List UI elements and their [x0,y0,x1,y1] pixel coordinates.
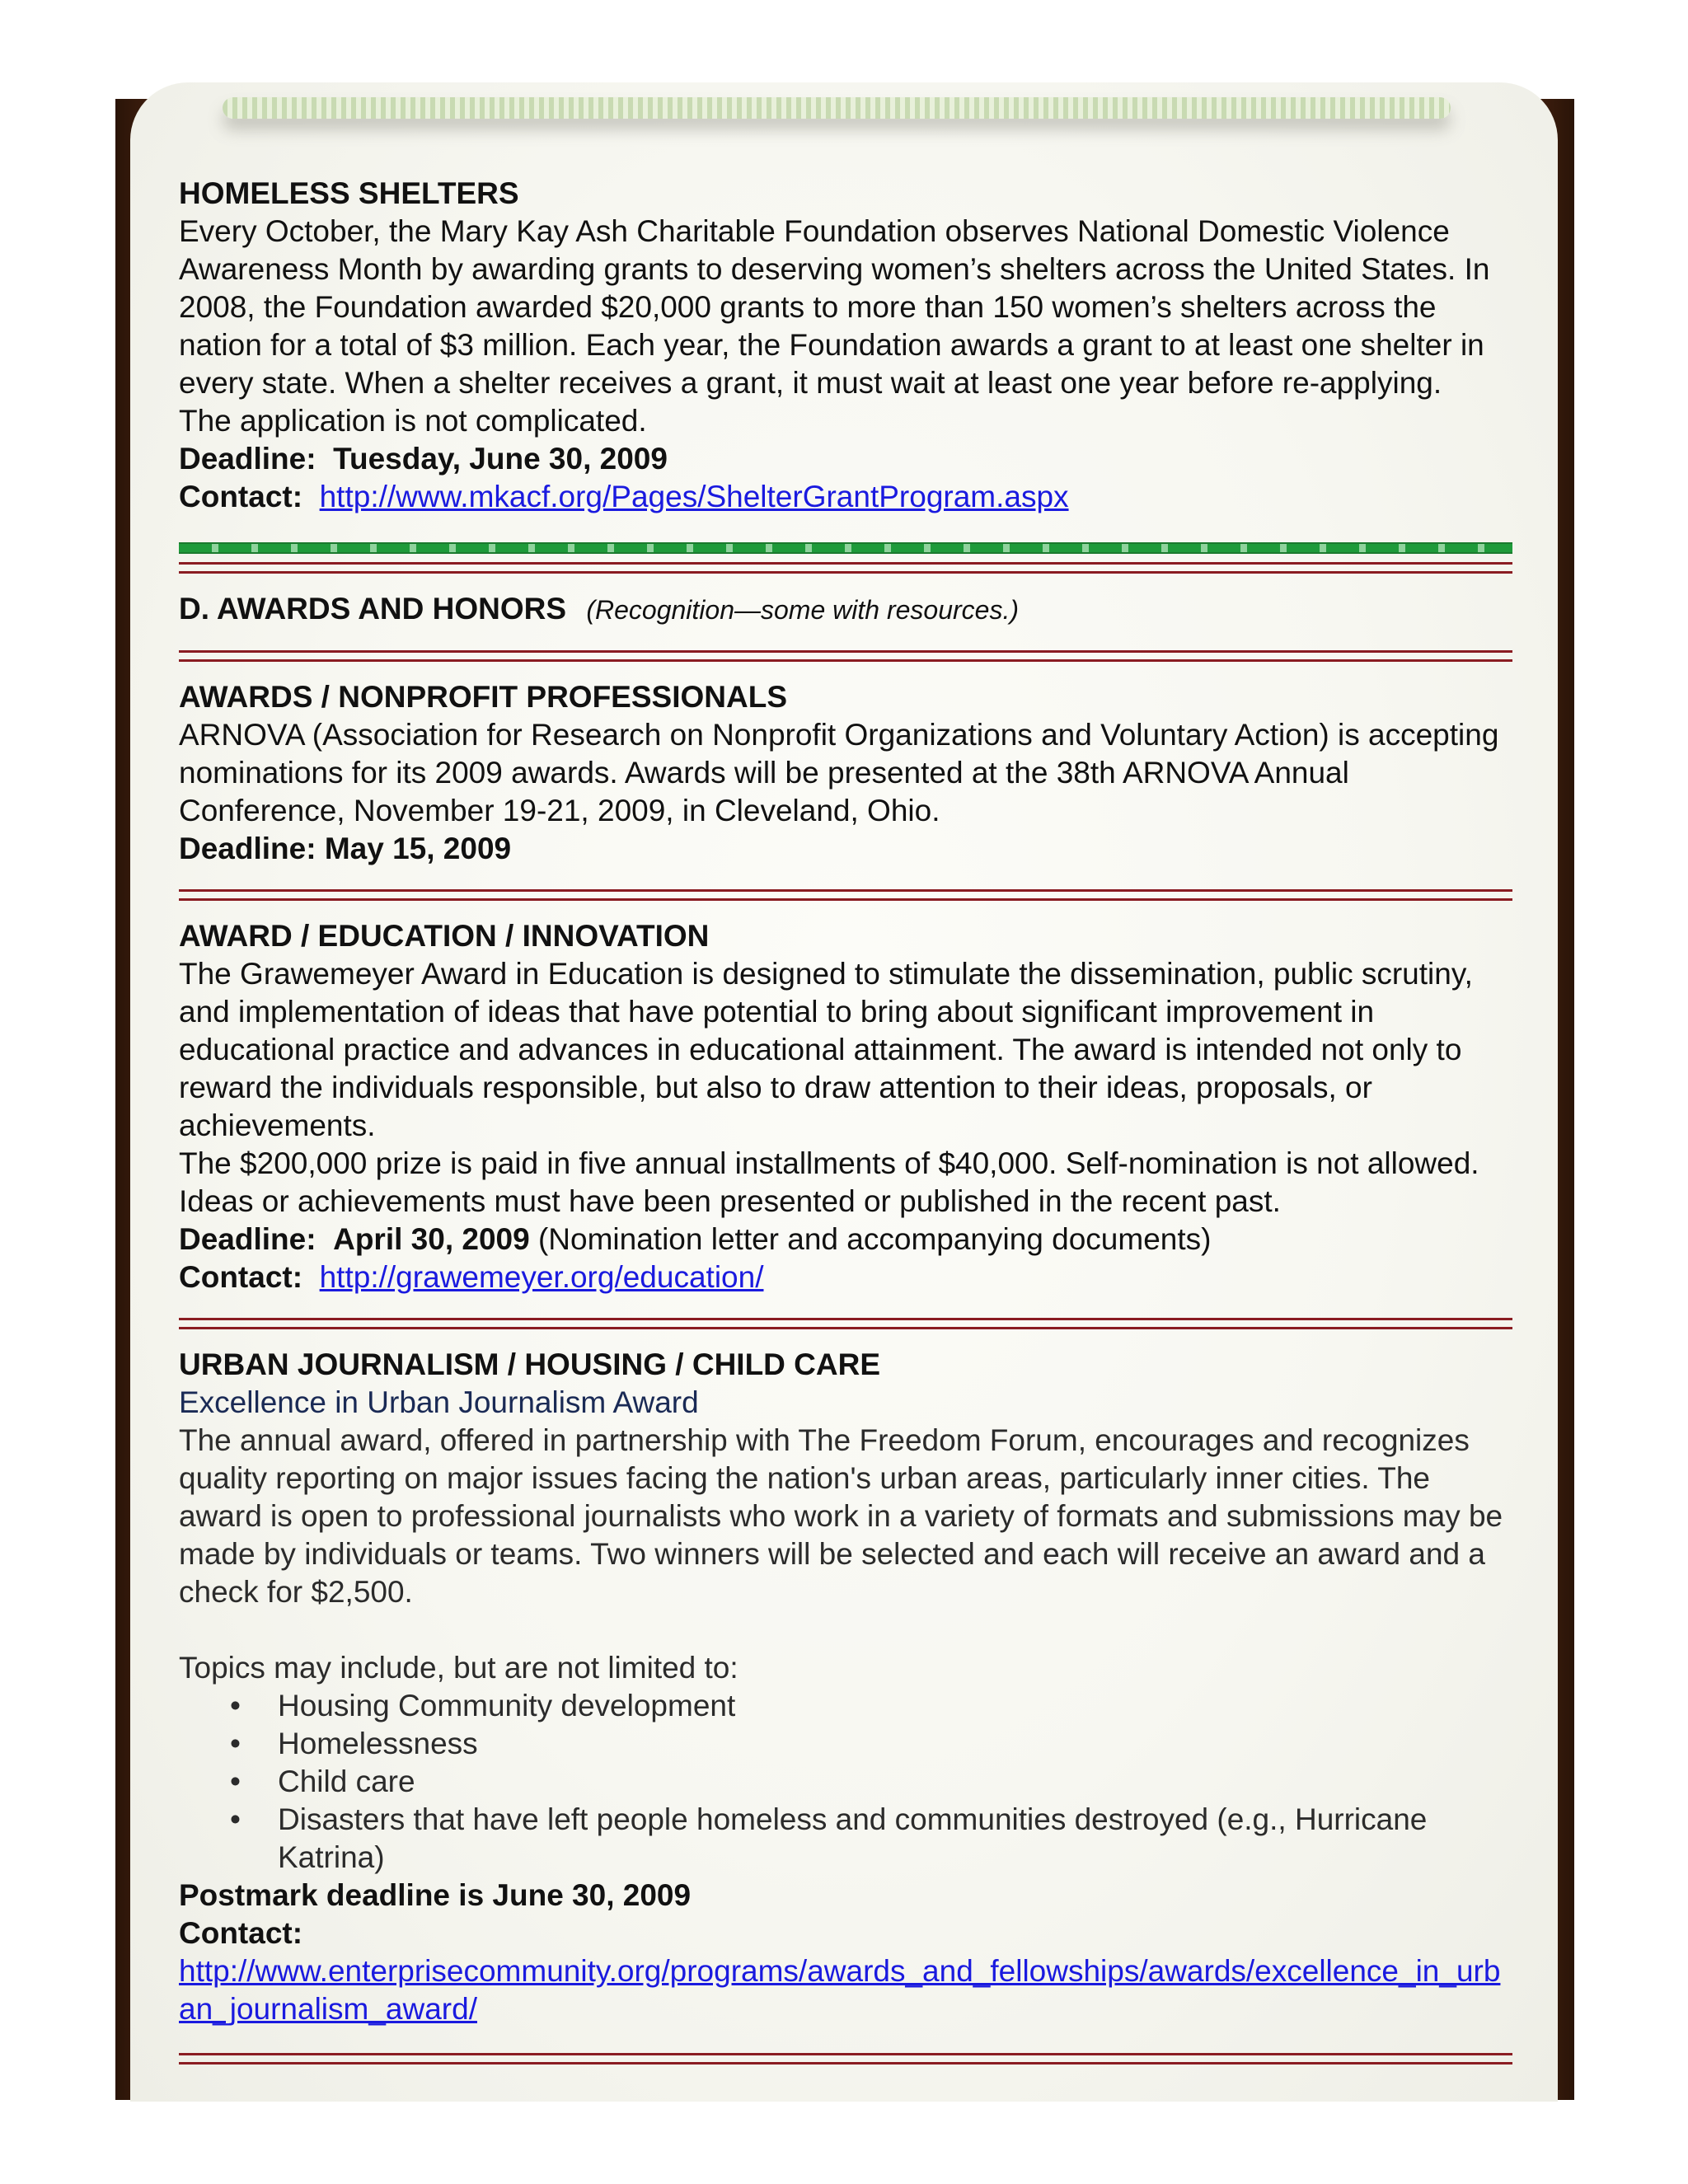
deadline-note: (Nomination letter and accompanying documents) [537,1222,1212,1256]
arnova-heading: AWARDS / NONPROFIT PROFESSIONALS [179,680,787,714]
deadline-label: Deadline: [179,1222,316,1256]
red-divider [179,889,1512,901]
homeless-heading: HOMELESS SHELTERS [179,176,519,210]
grawemeyer-contact [179,1258,1512,1296]
homeless-note: The application is not complicated. [179,404,647,438]
homeless-deadline [179,440,1512,478]
red-divider [179,562,1512,574]
document-content [179,175,1512,2081]
urban-topics-intro: Topics may include, but are not limited to: [179,1651,738,1685]
red-divider [179,2053,1512,2064]
urban-contact [179,1952,1512,2028]
section-d-title-text: D. AWARDS AND HONORS [179,592,567,626]
urban-award-name: Excellence in Urban Journalism Award [179,1385,699,1419]
section-d-subtitle: (Recognition—some with resources.) [586,595,1019,625]
red-divider [179,650,1512,662]
topics-list [179,1687,1512,1877]
grawemeyer-body: The Grawemeyer Award in Education is designed to stimulate the dissemination, public scrutiny, and implementation of ideas that have potential to bring about significant improvement in educational practice and advances in educational attainment. The award is intended not only to reward the individuals responsible, but also to draw attention to their ideas, proposals, or achievements. [179,957,1473,1142]
grawemeyer-heading: AWARD / EDUCATION / INNOVATION [179,919,710,953]
homeless-contact-link[interactable]: http://www.mkacf.org/Pages/ShelterGrantProgram.aspx [319,480,1069,513]
urban-heading: URBAN JOURNALISM / HOUSING / CHILD CARE [179,1347,881,1381]
contact-label: Contact: [179,1916,303,1950]
grawemeyer-body-2: The $200,000 prize is paid in five annual installments of $40,000. Self-nomination is not allowed. Ideas or achievements must have been presented or published in the recent past. [179,1146,1479,1218]
section-d-title [179,590,1512,629]
deadline-value: April 30, 2009 [333,1222,530,1256]
contact-label: Contact: [179,1260,303,1294]
contact-label: Contact: [179,480,303,513]
arnova-body: ARNOVA (Association for Research on Nonprofit Organizations and Voluntary Action) is accepting nominations for its 2009 awards. Awards will be presented at the 38th ARNOVA Annual Conference, November 19-21, 2009, in Cleveland, Ohio. [179,718,1499,827]
urban-body: The annual award, offered in partnership with The Freedom Forum, encourages and recognizes quality reporting on major issues facing the nation's urban areas, particularly inner cities. The award is open to professional journalists who work in a variety of formats and submissions may be made by individuals or teams. Two winners will be selected and each will receive an award and a check for $2,500. [179,1423,1503,1609]
homeless-contact [179,478,1512,516]
urban-deadline: Postmark deadline is June 30, 2009 [179,1878,692,1912]
deadline-value: Tuesday, June 30, 2009 [333,442,668,476]
deadline-label: Deadline: [179,442,316,476]
urban-contact-link[interactable]: http://www.enterprisecommunity.org/programs/awards_and_fellowships/awards/excellence_in_urban_journalism_award/ [179,1954,1501,2026]
decorative-ribbon [223,97,1451,119]
list-item: • Child care [278,1763,1512,1801]
list-item: • Disasters that have left people homeless and communities destroyed (e.g., Hurricane Katrina) [278,1801,1512,1877]
homeless-body: Every October, the Mary Kay Ash Charitable Foundation observes National Domestic Violence Awareness Month by awarding grants to deserving women’s shelters across the United States. In 2008, the Foundation awarded $20,000 grants to more than 150 women’s shelters across the nation for a total of $3 million. Each year, the Foundation awards a grant to at least one shelter in every state. When a shelter receives a grant, it must wait at least one year before re-applying. [179,214,1490,400]
list-item: • Housing Community development [278,1687,1512,1725]
spacer [179,1611,1512,1649]
arnova-deadline: Deadline: May 15, 2009 [179,832,512,865]
list-item: • Homelessness [278,1725,1512,1763]
red-divider [179,1318,1512,1329]
grawemeyer-deadline [179,1221,1512,1258]
green-divider [179,542,1512,554]
grawemeyer-contact-link[interactable]: http://grawemeyer.org/education/ [319,1260,764,1294]
